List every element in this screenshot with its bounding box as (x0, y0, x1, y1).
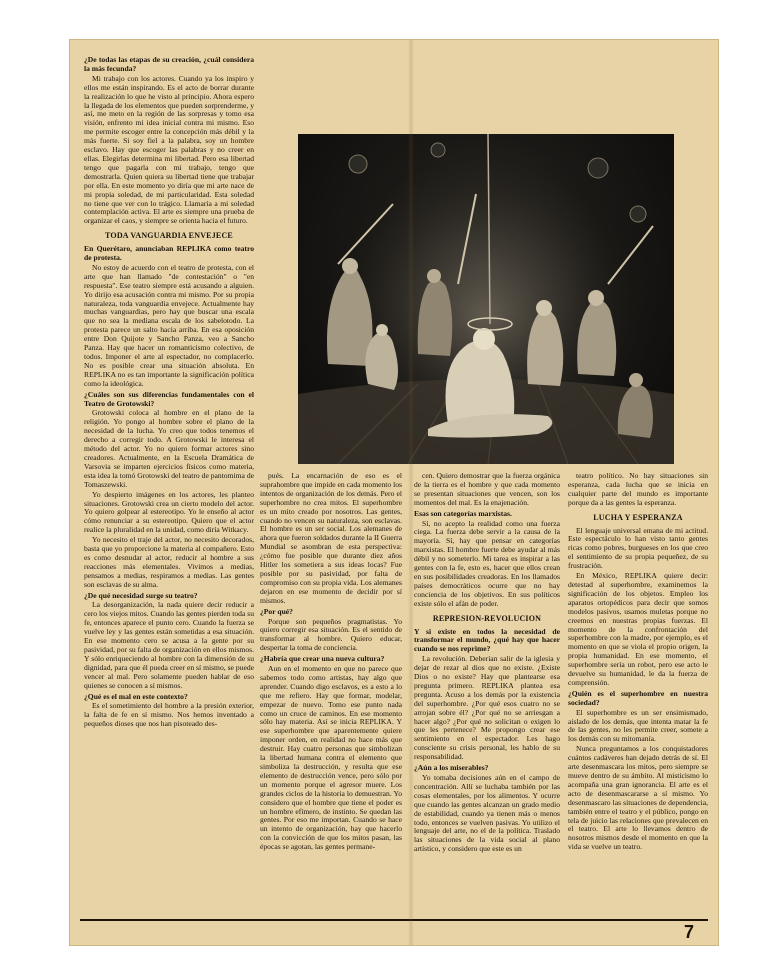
section-heading: REPRESION-REVOLUCION (432, 613, 542, 623)
article-column-3 (414, 472, 560, 912)
interview-question: ¿Habría que crear una nueva cultura? (260, 654, 385, 664)
section-heading: TODA VANGUARDIA ENVEJECE (105, 231, 233, 241)
interview-question: ¿Por qué? (260, 606, 293, 616)
interview-question: ¿Aún a los miserables? (414, 763, 489, 773)
answer-paragraph: Aun en el momento en que no parece que sabemos todo como artistas, hay algo que aprender. Cuando digo esclavos, es a esto a lo que me refiero. Hay que formar, modelar, empezar de nuevo. Tomo ese punto nada como un cruce de caminos. En ese momento sólo hay materia. Así se inicia REPLIKA. Y ese superhombre que aparentemente quiere imponer orden, en realidad no hace más que destruir. Hay cuatro personas que simbolizan la libertad humana contra el elemento que simboliza la destrucción, y resulta que ese elemento de destrucción vence, pero sólo por un momento porque el agresor muere. Los grandes ciclos de la historia lo demuestran. Yo considero que el hombre que tiene el poder es un hombre efímero, de instinto. Se quedan las gentes. Por eso me importan. Cuando se hace un intento de organización, hay que hacerlo con la convicción de que los mitos pasan, las épocas se agotan, las gentes permane- (260, 664, 402, 852)
interview-question: Y si existe en todos la necesidad de transformar el mundo, ¿qué hay que hacer cuando se nos reprime? (414, 626, 560, 654)
answer-paragraph: cen. Quiero demostrar que la fuerza orgánica de la tierra es el hombre y que cada momento se presentan situaciones que vencen, son los momentos del mal. Es la enajenación. (414, 472, 560, 507)
answer-paragraph: Es el sometimiento del hombre a la presión exterior, la falta de fe en sí mismo. Nos hemos inventado a pequeños dioses que nos han pisoteado des- (84, 701, 254, 729)
answer-paragraph: El superhombre es un ser ensimismado, aislado de los demás, que intenta matar la fe de las gentes, no les permite creer, somete a los demás con su mitomanía. (568, 707, 708, 744)
answer-paragraph: Yo despierto imágenes en los actores, les planteo situaciones. Grotowski crea un cierto modelo del actor. Yo quiero golpear al estereotipo. Yo le enseño al actor cómo renunciar a su estereotipo. Quiero que el actor realice la pluralidad en la unidad, como diría Witkacy. (84, 489, 254, 535)
answer-paragraph: Yo necesito el traje del actor, no necesito decorados, basta que yo proporcione la materia al compañero. Esto es como desnudar al actor, reducir al hombre a sus reacciones más elementales. Vivimos a medias, pensamos a medias, respiramos a medias. Las gentes son esclavas de su alma. (84, 535, 254, 589)
interview-question: ¿Qué es el mal en este contexto? (84, 691, 188, 701)
interview-question: En Querétaro, anunciaban REPLIKA como teatro de protesta. (84, 244, 254, 263)
stage-scene-illustration (298, 134, 674, 464)
interview-question: ¿De qué necesidad surge su teatro? (84, 590, 198, 600)
article-column-4 (568, 472, 708, 912)
answer-paragraph: Nunca preguntamos a los conquistadores cuántos cadáveres han dejado detrás de sí. El arte desenmascara los mitos, pero siempre se mueve dentro de su ámbito. Al misticismo lo acompaña una gran ignorancia. El arte es el acto de desenmascararse a sí mismo. Yo desenmascaro las situaciones de dependencia, también entre el teatro y el público, pongo en tela de juicio las relaciones que prevalecen en el teatro. El arte lo llevamos dentro de nosotros mismos desde el momento en que la vida se vuelve un teatro. (568, 744, 708, 852)
interview-question: Esas son categorías marxistas. (414, 508, 512, 518)
page-number: 7 (684, 922, 695, 942)
answer-paragraph: pués. La encarnación de eso es el suprahombre que impide en cada momento los intentos de organización de los demás. Pero el superhombre no crea mitos. El superhombre es un mito creado por nosotros. Las gentes, cuando no vencen su naturaleza, son esclavas. El hombre es un ser social. Los alemanes de ahora que fueron soldados durante la II Guerra Mundial se asombran de esta perspectiva: ¿cómo fue posible que durante diez años Hitler los sometiera a sus ideas locas? Fue posible por su pasividad, por falta de compromiso con su propia vida. Los alemanes dejaron en ese momento de decidir por sí mismos. (260, 472, 402, 605)
interview-question: ¿Cuáles son sus diferencias fundamentales con el Teatro de Grotowski? (84, 389, 254, 408)
answer-paragraph: La revolución. Deberían salir de la iglesia y dejar de rezar al dios que no existe. ¿Existe Dios o no existe? Hay que plantearse esa pregunta primero. REPLIKA plantea esa pregunta. Acuso a los demás por la existencia del superhombre. ¿Por qué esos cuatro no se arrojan sobre él? ¿Por qué no se arriesgan a hacer algo? ¿Por qué no solicitan o exigen lo que les pertenece? Me propongo crear ese sentimiento en el espectador. Les hago consciente su crisis personal, les hablo de su responsabilidad. (414, 654, 560, 762)
answer-paragraph: Mi trabajo con los actores. Cuando ya los inspiro y ellos me están inspirando. Es el acto de borrar durante la realización lo que he visto al principio. Ahora espero la llegada de los elementos que pueden sorprenderme, y así, me meto en la región de las sorpresas y tomo esa visión, enfrento mi idea inicial contra mi mismo. Eso me permite escoger entre la concepción más débil y la más fuerte. Si soy fiel a la palabra, soy un hombre esclavo. Hay que escoger las palabras y no creer en ellas. Elegirlas determina mi libertad. Pero esa libertad tengo que pagarla con mi trabajo, tengo que demostrarla. Quien quiera su libertad tiene que trabajar por ella. En este momento yo diría que mi arte nace de mi propia soledad, de mi particularidad. Esta soledad no tiene que ver con lo trágico. Llamaría a mi soledad contemplación activa. El arte es siempre una prueba de organizar el caos, y siempre se orienta hacia el futuro. (84, 73, 254, 226)
answer-paragraph: Yo tomaba decisiones aún en el campo de concentración. Allí se luchaba también por las cosas elementales, por los alimentos. Y ocurre que cuando las gentes alcanzan un grado medio de estabilidad, cuando ya tienen más o menos todo, entonces se vuelven pasivas. Yo utilizo el lenguaje del arte, no el de la política. Traslado las situaciones de la vida social al plano artístico, y considero que este es un (414, 773, 560, 854)
answer-paragraph: Grotowski coloca al hombre en el plano de la religión. Yo pongo al hombre sobre el plano de la necesidad de la lucha. Yo creo que todos tenemos el derecho a corregir todo. A Grotowski le interesa el método del actor. Yo no quiero formar actores sino creadores. Actualmente, en la Escuela Dramática de Varsovia se imparten ejercicios físicos como materia, esta idea la tomó Grotowski del teatro de pantomima de Tomaszewski. (84, 408, 254, 489)
article-column-1 (84, 54, 254, 916)
answer-paragraph: El lenguaje universal emana de mi actitud. Este espectáculo lo han visto tanto gentes ricas como pobres, burgueses en los que creo el sentimiento de su propia pequeñez, de su frustración. (568, 525, 708, 571)
answer-paragraph: La desorganización, la nada quiere decir reducir a cero los viejos mitos. Cuando las gentes pierden toda su fe, entonces aparece el punto cero. Cuando la fuerza se vuelve ley y las gentes están sometidas a esa situación. En ese momento cero se acusa a la gente por su pasividad, por su falta de organización en ellos mismos. Y sólo enriqueciendo al hombre con la dimensión de su dignidad, para que él pueda creer en sí mismo, se puede vencer al mal. Pero solamente pueden hablar de eso quienes se conocen a sí mismos. (84, 600, 254, 690)
answer-paragraph: No estoy de acuerdo con el teatro de protesta, con el arte que han llamado "de contestación" o "en respuesta". Ese teatro siempre está acusando a alguien. Yo dirijo esa acusación contra mi mismo. Por su propia naturaleza, toda vanguardia envejece. Actualmente hay muchas vanguardias, pero hay que buscar una escala que no sea la mediana escala de los sabelotodo. La protesta parece un salto hacia arriba. En esa oposición entre Don Quijote y Sancho Panza, veo a Sancho Panza. Hay que hacer un romanticismo colectivo, de todos. Imponer el arte al espectador, no complacerlo. No es posible crear una situación absoluta. En REPLIKA no es tan importante la significación política como la ideológica. (84, 262, 254, 388)
article-column-2 (260, 472, 402, 912)
section-heading: LUCHA Y ESPERANZA (593, 512, 683, 522)
theatre-photograph (298, 134, 674, 464)
interview-question: ¿Quién es el superhombre en nuestra sociedad? (568, 688, 708, 707)
magazine-page (70, 40, 718, 945)
answer-paragraph: Sí, no acepto la realidad como una fuerza ciega. La fuerza debe servir a la causa de la mayoría. Sí, hay que pensar en categorías marxistas. El hombre fuerte debe ayudar al más débil y no someterlo. Mi tarea es inspirar a las gentes con la fe, esto es, hacer que ellos crean en sus posibilidades creadoras. En los llamados países democráticos ocurre que no hay conciencia de los objetivos. En sus políticos existe sólo el afán de poder. (414, 518, 560, 608)
answer-paragraph: Porque son pequeños pragmatistas. Yo quiero corregir esa situación. Es el sentido de transformar al hombre. Quiero educar, despertar la toma de conciencia. (260, 616, 402, 653)
answer-paragraph: En México, REPLIKA quiere decir: detestad al superhombre, examinemos la significación de los objetos. Empleo los aparatos ortopédicos para decir que somos modelos pasivos, usamos muletas porque no creemos en nuestras propias fuerzas. El momento de la confrontación del superhombre con la madre, por ejemplo, es el momento en que se viola el propio origen, la propia humanidad. En ese momento, el superhombre sería un robot, pero ese acto le devuelve su humanidad, le da la fuerza de comprensión. (568, 571, 708, 687)
answer-paragraph: teatro político. No hay situaciones sin esperanza, cada lucha que se inicia en cualquier parte del mundo es importante porque da a las gentes la esperanza. (568, 472, 708, 507)
interview-question: ¿De todas las etapas de su creación, ¿cuál considera la más fecunda? (84, 55, 254, 73)
footer-rule (80, 919, 708, 921)
